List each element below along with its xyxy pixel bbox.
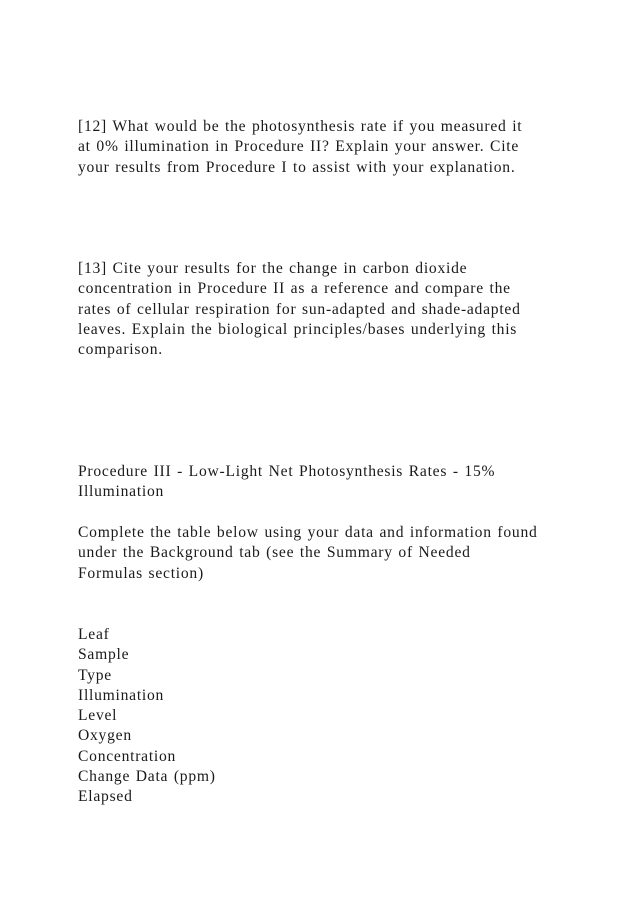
- table-header-line: Illumination: [78, 686, 165, 704]
- question-13-line: concentration in Procedure II as a reference and compare the: [78, 280, 511, 298]
- table-header-line: Sample: [78, 646, 130, 664]
- question-12-line: at 0% illumination in Procedure II? Explain your answer. Cite: [78, 138, 520, 156]
- table-header-line: Type: [78, 666, 112, 684]
- question-13-line: comparison.: [78, 341, 163, 359]
- table-header-line: Level: [78, 707, 118, 725]
- procedure-3-instruction-line: under the Background tab (see the Summary of Needed: [78, 544, 471, 562]
- question-13-line: rates of cellular respiration for sun-adapted and shade-adapted: [78, 300, 521, 318]
- table-header-line: Change Data (ppm): [78, 768, 216, 786]
- table-header-line: Oxygen: [78, 727, 132, 745]
- table-header-column: [78, 625, 578, 808]
- question-13-line: leaves. Explain the biological principles/bases underlying this: [78, 320, 518, 338]
- procedure-3-instruction-line: Complete the table below using your data and information found: [78, 524, 538, 541]
- question-13: [78, 259, 578, 360]
- procedure-3-heading-line: Procedure III - Low-Light Net Photosynthesis Rates - 15%: [78, 463, 496, 480]
- question-13-line: [13] Cite your results for the change in carbon dioxide: [78, 260, 468, 277]
- procedure-3-heading: [78, 462, 578, 503]
- table-header-line: Elapsed: [78, 788, 133, 806]
- procedure-3-heading-line: Illumination: [78, 483, 165, 501]
- table-header-line: Concentration: [78, 747, 177, 765]
- question-12: [78, 117, 578, 178]
- question-12-line: your results from Procedure I to assist with your explanation.: [78, 158, 516, 176]
- procedure-3-instructions: [78, 523, 578, 584]
- table-header-line: Leaf: [78, 626, 110, 643]
- procedure-3-instruction-line: Formulas section): [78, 564, 204, 582]
- question-12-line: [12] What would be the photosynthesis rate if you measured it: [78, 118, 523, 135]
